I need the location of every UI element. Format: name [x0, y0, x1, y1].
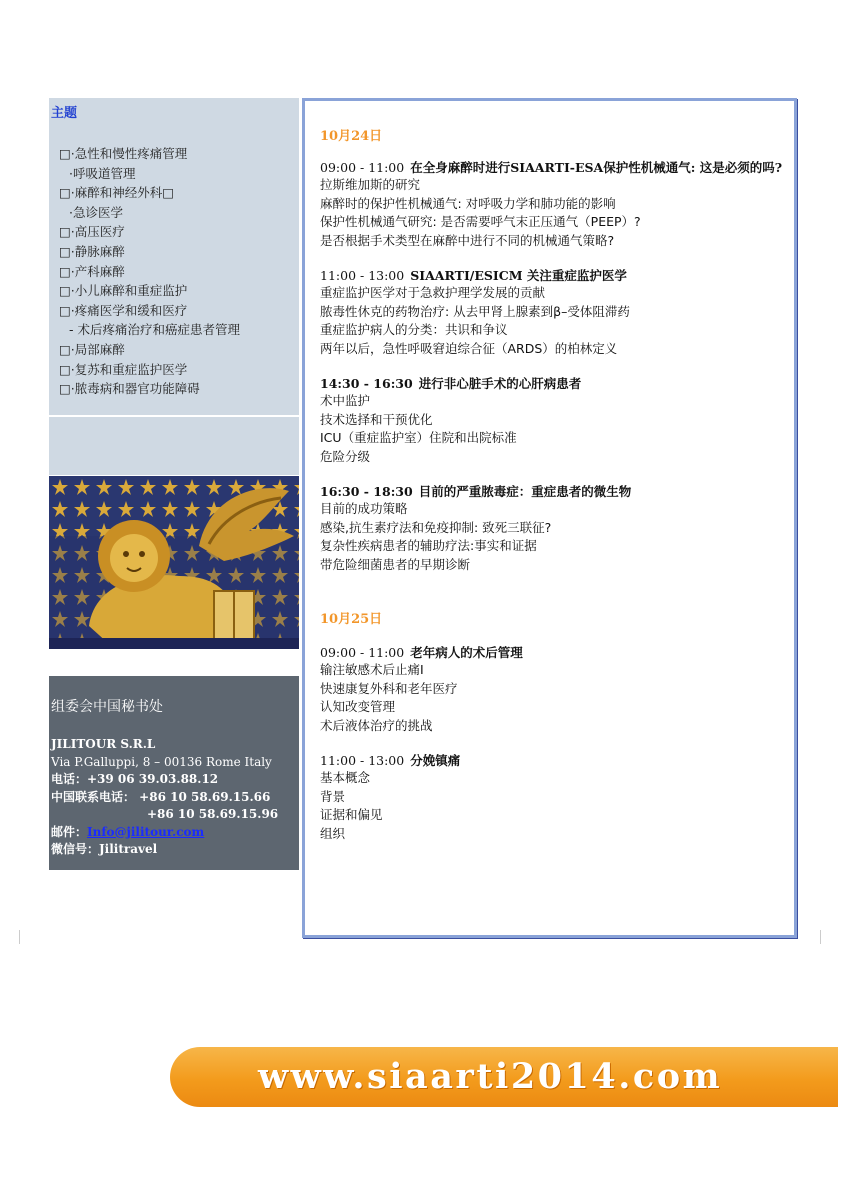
session-item: 重症监护病人的分类：共识和争议	[320, 322, 508, 337]
session-time: 09:00 - 11:00	[320, 645, 405, 660]
session-item: 技术选择和干预优化	[320, 411, 433, 427]
session-item: 术中监护	[320, 393, 371, 408]
session-heading	[320, 376, 788, 392]
session-item: 输注敏感术后止痛I	[320, 662, 424, 677]
topic-item: □·产科麻醉	[59, 263, 125, 279]
session-item: 麻醉时的保护性机械通气: 对呼吸力学和肺功能的影响	[320, 195, 616, 211]
session-time: 11:00 - 13:00	[320, 268, 405, 283]
topic-item: □·脓毒病和器官功能障碍	[59, 381, 200, 397]
session-heading	[320, 160, 788, 176]
topic-item: ·急诊医学	[69, 204, 123, 220]
session-title: 进行非心脏手术的心肝病患者	[418, 376, 582, 391]
phone-number: 电话：+39 06 39.03.88.12	[51, 772, 219, 786]
topic-item: □·复苏和重症监护医学	[59, 361, 188, 377]
session-item: 危险分级	[320, 448, 371, 464]
session-item: 是否根据手术类型在麻醉中进行不同的机械通气策略?	[320, 232, 615, 248]
company-address: Via P.Galluppi, 8 – 00136 Rome Italy	[51, 754, 272, 769]
session-item: ICU（重症监护室）住院和出院标准	[320, 430, 517, 445]
session-item: 保护性机械通气研究: 是否需要呼气末正压通气（PEEP）?	[320, 214, 641, 229]
email-label: 邮件：	[51, 824, 88, 839]
session-item: 组织	[320, 825, 346, 841]
session-item: 拉斯维加斯的研究	[320, 177, 421, 192]
session	[320, 376, 788, 466]
session-time: 16:30 - 18:30	[320, 484, 413, 499]
session	[320, 645, 788, 735]
topic-item: ·呼吸道管理	[69, 165, 136, 181]
topics-title: 主题	[51, 106, 78, 121]
topic-item: □·麻醉和神经外科□	[59, 185, 175, 201]
session	[320, 484, 788, 574]
winged-lion-image	[49, 476, 299, 649]
session-time: 09:00 - 11:00	[320, 160, 405, 175]
session-item: 背景	[320, 788, 346, 804]
secretariat-heading: 组委会中国秘书处	[51, 699, 163, 715]
divider	[19, 930, 20, 944]
topic-item: □·疼痛医学和缓和医疗	[59, 302, 188, 318]
topic-item: □·小儿麻醉和重症监护	[59, 283, 188, 299]
session-item: 带危险细菌患者的早期诊断	[320, 556, 471, 572]
session-item: 复杂性疾病患者的辅助疗法:事实和证据	[320, 538, 537, 553]
topic-list	[59, 144, 240, 399]
session-heading	[320, 753, 788, 769]
topic-item: □·高压医疗	[59, 224, 125, 240]
session-item: 重症监护医学对于急救护理学发展的贡献	[320, 285, 546, 300]
topics-panel	[49, 98, 299, 415]
topics-panel-spacer	[49, 417, 299, 475]
session-time: 11:00 - 13:00	[320, 753, 405, 768]
session-title: 老年病人的术后管理	[410, 645, 523, 660]
divider	[820, 930, 821, 944]
secretariat-panel	[49, 676, 299, 870]
email-link[interactable]: Info@jilitour.com	[87, 824, 205, 839]
session-heading	[320, 268, 788, 284]
topic-item: □·局部麻醉	[59, 341, 125, 357]
session-item: 基本概念	[320, 770, 371, 785]
session	[320, 160, 788, 250]
session-heading	[320, 645, 788, 661]
winged-lion-illustration	[49, 476, 299, 649]
china-phone-2: +86 10 58.69.15.96	[147, 807, 279, 821]
website-url[interactable]: www.siaarti2014.com	[258, 1056, 723, 1097]
session-heading	[320, 484, 788, 500]
topic-item: □·静脉麻醉	[59, 243, 125, 259]
session-item: 认知改变管理	[320, 699, 396, 714]
company-name: JILITOUR S.R.L	[51, 737, 156, 751]
session-item: 脓毒性休克的药物治疗: 从去甲肾上腺素到β–受体阻滞药	[320, 303, 630, 319]
topic-item: □·急性和慢性疼痛管理	[59, 146, 188, 161]
program-content	[320, 125, 788, 843]
session-title: 分娩镇痛	[410, 753, 461, 768]
china-phone-1: 中国联系电话： +86 10 58.69.15.66	[51, 789, 271, 804]
website-banner[interactable]	[170, 1047, 838, 1107]
session-item: 目前的成功策略	[320, 501, 408, 516]
session-item: 证据和偏见	[320, 807, 383, 822]
day-date: 10月25日	[320, 612, 383, 627]
session-title: 目前的严重脓毒症：重症患者的微生物	[418, 484, 632, 499]
session-item: 快速康复外科和老年医疗	[320, 680, 458, 696]
email-row	[51, 824, 278, 842]
session-item: 两年以后，急性呼吸窘迫综合征（ARDS）的柏林定义	[320, 340, 618, 356]
session-title: 在全身麻醉时进行SIAARTI-ESA保护性机械通气: 这是必须的吗?	[410, 160, 783, 175]
contact-info	[51, 736, 278, 859]
session	[320, 753, 788, 843]
wechat-id: 微信号：Jilitravel	[51, 842, 158, 856]
session-item: 术后液体治疗的挑战	[320, 717, 433, 733]
day-date: 10月24日	[320, 129, 383, 144]
session-title: SIAARTI/ESICM 关注重症监护医学	[410, 268, 627, 283]
topic-item: - 术后疼痛治疗和癌症患者管理	[69, 322, 240, 338]
program-frame	[302, 98, 797, 938]
session-item: 感染,抗生素疗法和免疫抑制: 致死三联征?	[320, 519, 552, 535]
session	[320, 268, 788, 358]
session-time: 14:30 - 16:30	[320, 376, 413, 391]
